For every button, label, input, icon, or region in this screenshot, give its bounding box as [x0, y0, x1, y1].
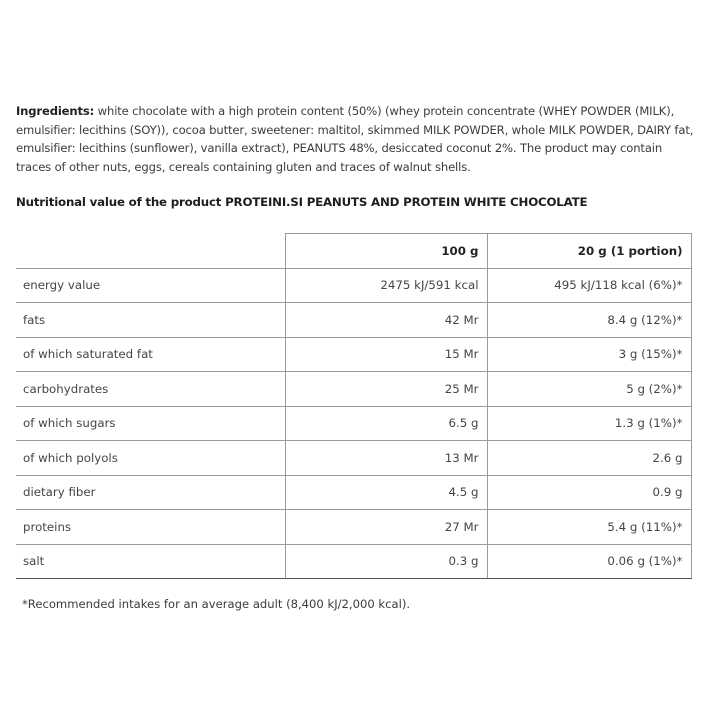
row-name: energy value [16, 268, 285, 303]
row-portion: 0.06 g (1%)* [487, 544, 691, 579]
header-blank [16, 234, 285, 269]
footnote: *Recommended intakes for an average adult (8,400 kJ/2,000 kcal). [22, 597, 411, 611]
row-name: of which polyols [16, 441, 285, 476]
row-portion: 5.4 g (11%)* [487, 510, 691, 545]
row-portion: 3 g (15%)* [487, 337, 691, 372]
row-portion: 495 kJ/118 kcal (6%)* [487, 268, 691, 303]
nutrition-title: Nutritional value of the product PROTEINI.SI PEANUTS AND PROTEIN WHITE CHOCOLATE [16, 195, 588, 209]
header-portion: 20 g (1 portion) [487, 234, 691, 269]
row-name: of which sugars [16, 406, 285, 441]
row-per100: 42 Mr [285, 303, 487, 338]
table-row [16, 337, 691, 372]
row-per100: 25 Mr [285, 372, 487, 407]
row-name: fats [16, 303, 285, 338]
row-per100: 2475 kJ/591 kcal [285, 268, 487, 303]
nutrition-table [16, 233, 692, 579]
row-name: salt [16, 544, 285, 579]
table-row [16, 544, 691, 579]
row-portion: 1.3 g (1%)* [487, 406, 691, 441]
row-per100: 13 Mr [285, 441, 487, 476]
row-name: dietary fiber [16, 475, 285, 510]
table-header-row [16, 234, 691, 269]
row-portion: 5 g (2%)* [487, 372, 691, 407]
table-row [16, 441, 691, 476]
row-per100: 0.3 g [285, 544, 487, 579]
ingredients-label: Ingredients: [16, 104, 95, 118]
ingredients-text: white chocolate with a high protein content (50%) (whey protein concentrate (WHEY POWDER (MILK), emulsifier: lecithins (SOY)), cocoa butter, sweetener: maltitol, skimmed MILK POWDER, whole MILK POWDER, DAIRY fat, emulsifier: lecithins (sunflower), vanilla extract), PEANUTS 48%, desiccated coconut 2%. The product may contain traces of other nuts, eggs, cereals containing gluten and traces of walnut shells. [16, 104, 694, 174]
row-per100: 6.5 g [285, 406, 487, 441]
table-row [16, 268, 691, 303]
table-row [16, 303, 691, 338]
header-100g: 100 g [285, 234, 487, 269]
row-name: proteins [16, 510, 285, 545]
table-row [16, 406, 691, 441]
row-portion: 2.6 g [487, 441, 691, 476]
row-portion: 8.4 g (12%)* [487, 303, 691, 338]
row-per100: 15 Mr [285, 337, 487, 372]
ingredients-paragraph [16, 102, 696, 176]
row-name: carbohydrates [16, 372, 285, 407]
table-row [16, 510, 691, 545]
table-row [16, 372, 691, 407]
row-per100: 4.5 g [285, 475, 487, 510]
table-row [16, 475, 691, 510]
row-portion: 0.9 g [487, 475, 691, 510]
row-name: of which saturated fat [16, 337, 285, 372]
row-per100: 27 Mr [285, 510, 487, 545]
